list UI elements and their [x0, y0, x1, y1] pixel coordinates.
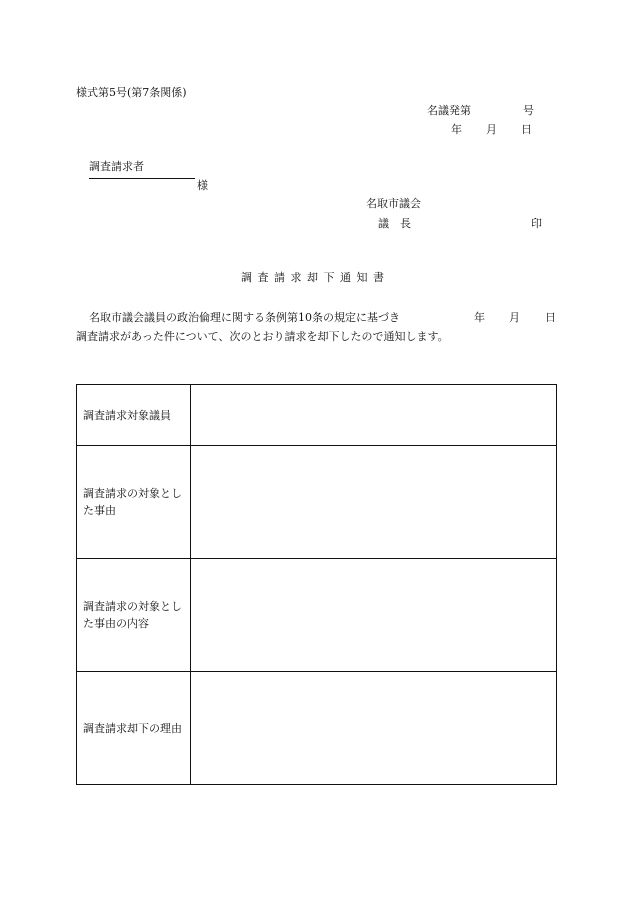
- row-value-reason[interactable]: [191, 446, 557, 559]
- addressee-name-line: [89, 178, 195, 179]
- body-line-2: 調査請求があった件について、次のとおり請求を却下したので通知します。: [76, 330, 449, 343]
- body-month: 月: [509, 311, 520, 324]
- row-value-target-member[interactable]: [191, 385, 557, 446]
- date-day: 日: [521, 123, 532, 136]
- sender-title: 議 長: [378, 217, 411, 230]
- doc-number-prefix: 名議発第: [427, 104, 471, 117]
- row-label-reason-content: 調査請求の対象とした事由の内容: [77, 559, 191, 672]
- body-day: 日: [545, 311, 556, 324]
- row-label-reason: 調査請求の対象とした事由: [77, 446, 191, 559]
- body-line-1: 名取市議会議員の政治倫理に関する条例第10条の規定に基づき: [89, 311, 400, 324]
- row-value-reason-content[interactable]: [191, 559, 557, 672]
- body-year: 年: [474, 311, 485, 324]
- table-row: [77, 385, 557, 446]
- seal-mark: 印: [531, 217, 542, 230]
- sender-organization: 名取市議会: [366, 197, 421, 210]
- table-row: [77, 672, 557, 785]
- row-label-target-member: 調査請求対象議員: [77, 385, 191, 446]
- table-row: [77, 559, 557, 672]
- date-month: 月: [486, 123, 497, 136]
- addressee-label: 調査請求者: [89, 160, 144, 173]
- row-label-rejection-reason: 調査請求却下の理由: [77, 672, 191, 785]
- table-row: [77, 446, 557, 559]
- addressee-honorific: 様: [197, 179, 208, 192]
- doc-number-suffix: 号: [523, 104, 534, 117]
- date-year: 年: [451, 123, 462, 136]
- form-number: 様式第5号(第7条関係): [76, 86, 187, 99]
- row-value-rejection-reason[interactable]: [191, 672, 557, 785]
- document-title: 調 査 請 求 却 下 通 知 書: [241, 271, 385, 284]
- request-rejection-table: [76, 384, 557, 785]
